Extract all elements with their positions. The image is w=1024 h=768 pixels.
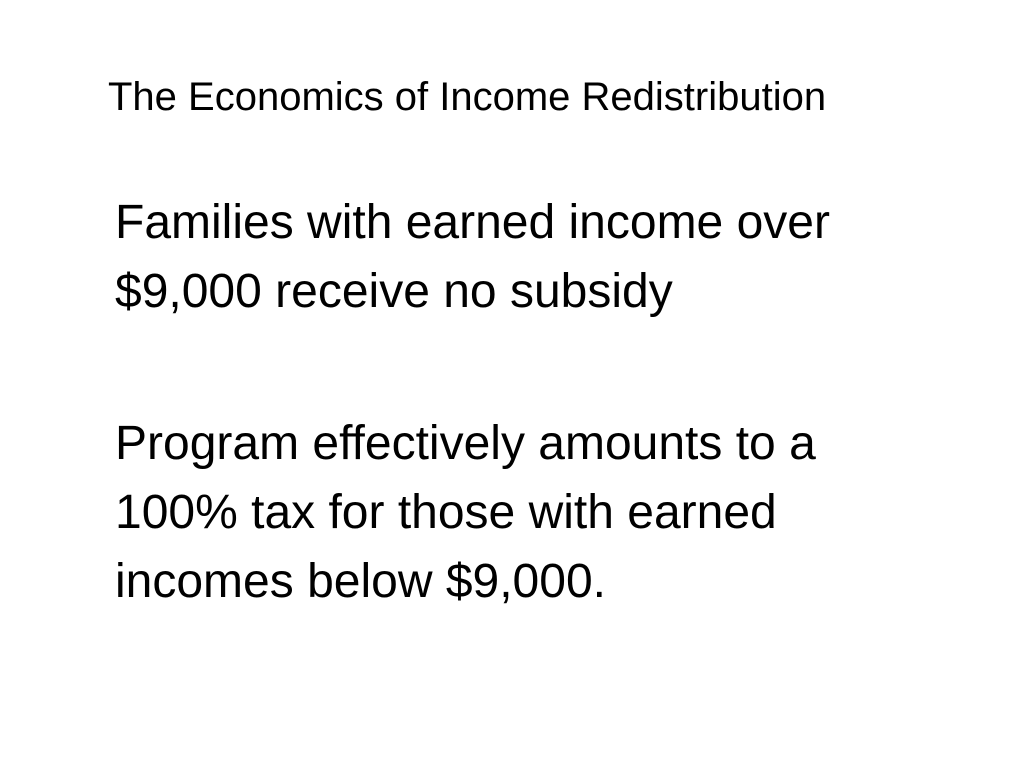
bullet-effective-tax-line-2: 100% tax for those with earned <box>115 486 777 539</box>
bullet-effective-tax <box>115 409 985 616</box>
bullet-effective-tax-line-3: incomes below $9,000. <box>115 555 606 608</box>
bullet-effective-tax-line-1: Program effectively amounts to a <box>115 417 816 470</box>
bullet-list <box>115 188 995 616</box>
bullet-subsidy-threshold-line-2: $9,000 receive no subsidy <box>115 265 673 318</box>
bullet-subsidy-threshold <box>115 188 985 326</box>
slide-title: The Economics of Income Redistribution <box>108 75 827 119</box>
bullet-subsidy-threshold-line-1: Families with earned income over <box>115 196 830 249</box>
